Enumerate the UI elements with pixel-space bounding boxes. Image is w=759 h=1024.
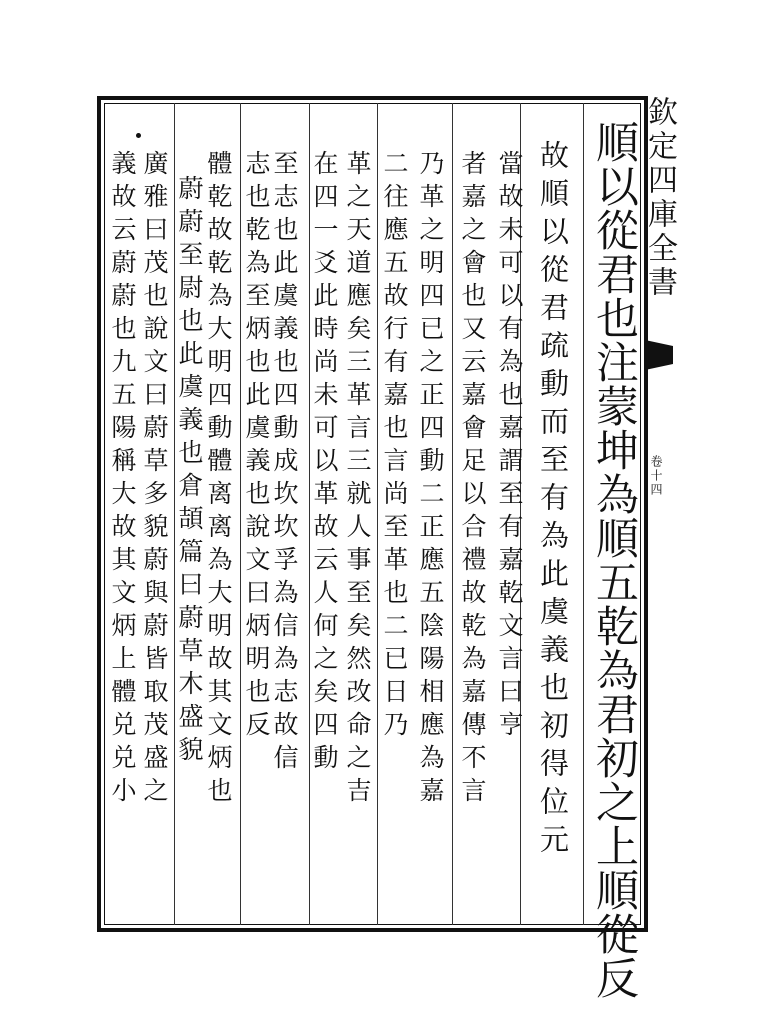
text-column: 當故未可以有為也嘉謂至有嘉乾文言曰亨 <box>495 150 524 744</box>
fish-tail-marker <box>645 340 673 370</box>
punctuation-dot <box>136 133 141 138</box>
text-column: 義故云蔚蔚也九五陽稱大故其文炳上體兑兑小 <box>108 150 137 810</box>
text-column: 故順以從君疏動而至有為此虞義也初得位元 <box>536 140 570 862</box>
text-column: 至志也此虞義也四動成坎坎孚為信為志故信 <box>270 150 299 777</box>
text-column: 順以從君也注蒙坤為順五乾為君初之上順從反 <box>589 120 639 1000</box>
column-rule <box>240 103 241 925</box>
text-column: 在四一爻此時尚未可以革故云人何之矣四動 <box>310 150 339 777</box>
text-column: 廣雅曰茂也說文曰蔚草多貌蔚與蔚皆取茂盛之 <box>140 150 169 810</box>
text-column: 革之天道應矣三革言三就人事至矣然改命之吉 <box>343 150 372 810</box>
column-rule <box>377 103 378 925</box>
text-column: 者嘉之會也又云嘉會足以合禮故乾為嘉傳不言 <box>458 150 487 810</box>
text-column: 二往應五故行有嘉也言尚至革也二已日乃 <box>380 150 409 744</box>
column-rule <box>452 103 453 925</box>
text-column: 蔚蔚至尉也此虞義也倉頡篇曰蔚草木盛貌 <box>175 175 204 769</box>
column-rule <box>583 103 584 925</box>
folio-label: 卷十四 <box>649 455 663 497</box>
text-column: 體乾故乾為大明四動體离离為大明故其文炳也 <box>204 150 233 810</box>
text-column: 志也乾為至炳也此虞義也說文曰炳明也反 <box>242 150 271 744</box>
edge-series-title: 欽定四庫全書 <box>642 96 677 300</box>
text-column: 乃革之明四已之正四動二正應五陰陽相應為嘉 <box>416 150 445 810</box>
